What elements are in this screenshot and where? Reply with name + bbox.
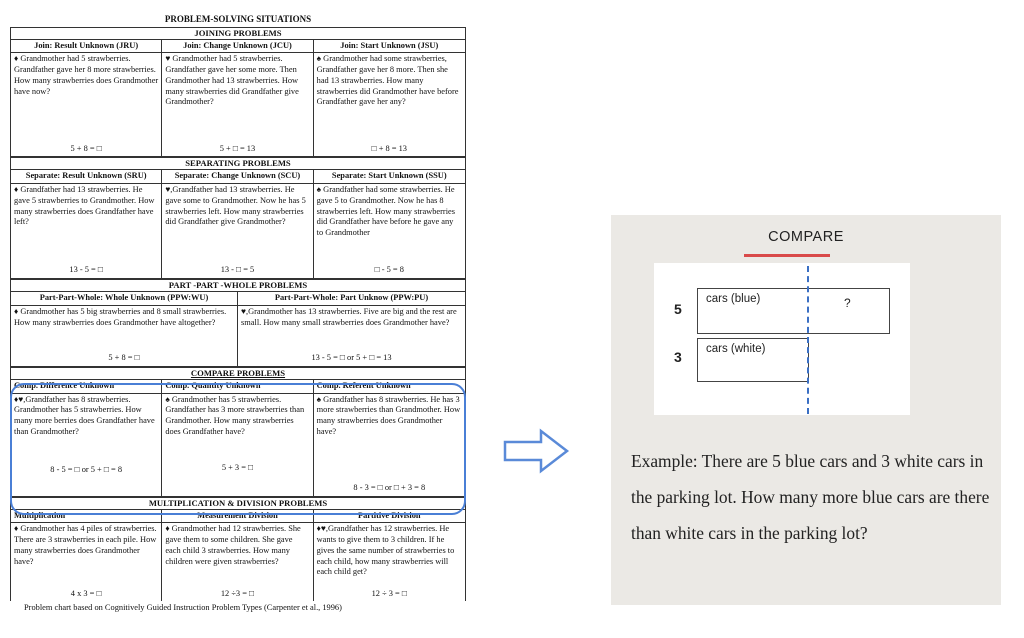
chart-caption: Problem chart based on Cognitively Guided Instruction Problem Types (Carpenter et al., 1996) [24,603,342,613]
ppw-section [10,278,466,366]
cdu-text: ♦♥,Grandfather has 8 strawberries. Grandmother has 5 strawberries. How many more berries does Grandfather have than Grandmother? [14,394,155,436]
jsu-cell [314,53,465,156]
jcu-equation: 5 + □ = 13 [219,143,256,153]
white-cars-bar [697,338,809,382]
cqu-header: Comp. Quantity Unknown [162,380,313,393]
mult-cell [11,523,162,601]
cru-equation: 8 - 3 = □ or □ + 3 = 8 [353,482,426,492]
ppw-wu-cell [11,306,238,366]
chart-title: PROBLEM-SOLVING SITUATIONS [164,14,312,24]
difference-dashed-line [807,266,809,414]
ppw-heading: PART -PART -WHOLE PROBLEMS [11,279,465,292]
ppw-cells [11,306,465,366]
meas-div-cell [162,523,313,601]
jcu-header: Join: Change Unknown (JCU) [162,40,313,53]
cqu-text: ♠ Grandmother has 5 strawberries. Grandfather has 3 more strawberries than Grandmother. How many strawberries does Grandfather have? [165,394,305,436]
multdiv-heading: MULTIPLICATION & DIVISION PROBLEMS [11,497,465,510]
separating-cells [11,184,465,278]
joining-heading: JOINING PROBLEMS [11,28,465,40]
title-underline [744,254,830,257]
part-div-text: ♦♥,Grandfather has 12 strawberries. He wants to give them to 3 children. If he gives the same number of strawberries to each child, how many strawberries will each child get? [316,524,455,577]
jsu-text: ♠ Grandmother had some strawberries, Grandfather gave her 8 more. Then she had 13 strawberries. How many strawberries did Grandmother have before Grandfather gave her any? [316,54,459,107]
ppw-headers [11,292,465,306]
ppw-wu-equation: 5 + 8 = □ [108,353,140,363]
jru-text: ♦ Grandmother had 5 strawberries. Grandfather gave her 8 more strawberries. How many strawberries does Grandmother have now? [14,54,159,96]
ppw-pu-text: ♥,Grandmother has 13 strawberries. Five are big and the rest are small. How many small strawberries does Grandmother have? [241,306,457,327]
mult-text: ♦ Grandmother has 4 piles of strawberries. There are 3 strawberries in each pile. How many strawberries does Grandmother have? [14,524,157,566]
cru-text: ♠ Grandfather has 8 strawberries. He has 3 more strawberries than Grandmother. How many strawberries does Grandmother have? [316,394,461,436]
jru-header: Join: Result Unknown (JRU) [11,40,162,53]
compare-heading: COMPARE PROBLEMS [11,367,465,380]
white-cars-label: cars (white) [706,343,766,355]
ppw-wu-text: ♦ Grandmother has 5 big strawberries and 8 small strawberries. How many strawberries does Grandmother have altogether? [14,306,227,327]
part-div-header: Partitive Division [357,510,421,520]
separating-headers [11,170,465,184]
separating-heading: SEPARATING PROBLEMS [11,157,465,170]
mult-equation: 4 x 3 = □ [70,588,102,598]
scu-header: Separate: Change Unknown (SCU) [162,170,313,183]
compare-highlight-box [10,383,466,515]
ssu-cell [314,184,465,278]
blue-cars-label: cars (blue) [706,293,761,305]
scu-cell [162,184,313,278]
right-arrow-icon [503,428,571,474]
sru-cell [11,184,162,278]
separating-section [10,156,466,278]
cdu-header: Comp. Difference Unknown [11,380,162,393]
sru-equation: 13 - 5 = □ [69,265,103,275]
multdiv-cells [11,523,465,601]
cru-header: Comp. Referent Unknown [316,380,411,390]
ppw-pu-cell [238,306,465,366]
meas-div-header: Measurement Division [162,510,313,523]
cdu-equation: 8 - 5 = □ or 5 + □ = 8 [50,464,123,474]
jru-cell [11,53,162,156]
unknown-mark: ? [844,296,851,310]
ppw-pu-header: Part-Part-Whole: Part Unknow (PPW:PU) [274,293,429,303]
top-number: 5 [674,301,682,317]
mult-header: Multiplication [11,510,162,523]
ssu-equation: □ - 5 = 8 [374,265,404,275]
ppw-pu-equation: 13 - 5 = □ or 5 + □ = 13 [311,353,392,363]
panel-title: COMPARE [768,229,844,245]
ppw-wu-header: Part-Part-Whole: Whole Unknown (PPW:WU) [11,292,238,305]
part-div-cell [314,523,465,601]
blue-cars-bar [697,288,890,334]
meas-div-text: ♦ Grandmother had 12 strawberries. She gave them to some children. She gave each child 3 strawberries. How many children were given strawberries? [165,524,301,566]
meas-div-equation: 12 ÷3 = □ [220,588,255,598]
problem-chart [10,14,466,614]
joining-cells [11,53,465,156]
sru-header: Separate: Result Unknown (SRU) [11,170,162,183]
jcu-cell [162,53,313,156]
compare-example-panel [611,215,1001,605]
cqu-equation: 5 + 3 = □ [221,462,254,472]
jru-equation: 5 + 8 = □ [70,143,102,153]
joining-headers [11,40,465,54]
joining-section [10,27,466,157]
part-div-equation: 12 ÷ 3 = □ [371,588,407,598]
jcu-text: ♥ Grandmother had 5 strawberries. Grandfather gave her some more. Then Grandmother had 13 strawberries. How many strawberries did Grandfather give Grandmother? [165,54,299,107]
example-text: Example: There are 5 blue cars and 3 white cars in the parking lot. How many more blue cars are there than white cars in the parking lot? [631,451,990,543]
bar-model-diagram [654,263,910,415]
jsu-equation: □ + 8 = 13 [371,143,407,153]
ssu-header: Separate: Start Unknown (SSU) [331,171,447,181]
ssu-text: ♠ Grandfather had some strawberries. He gave 5 to Grandmother. Now he has 8 strawberries left. How many strawberries did Grandfather have before he gave any to Grandmother [316,185,455,238]
scu-text: ♥,Grandfather had 13 strawberries. He gave some to Grandmother. Now he has 5 strawberries left. How many strawberries did Grandfather give Grandmother? [165,185,306,227]
sru-text: ♦ Grandfather had 13 strawberries. He gave 5 strawberries to Grandmother. How many strawberries does Grandfather have left? [14,185,155,227]
bottom-number: 3 [674,349,682,365]
jsu-header: Join: Start Unknown (JSU) [340,40,439,50]
scu-equation: 13 - □ = 5 [220,265,255,275]
